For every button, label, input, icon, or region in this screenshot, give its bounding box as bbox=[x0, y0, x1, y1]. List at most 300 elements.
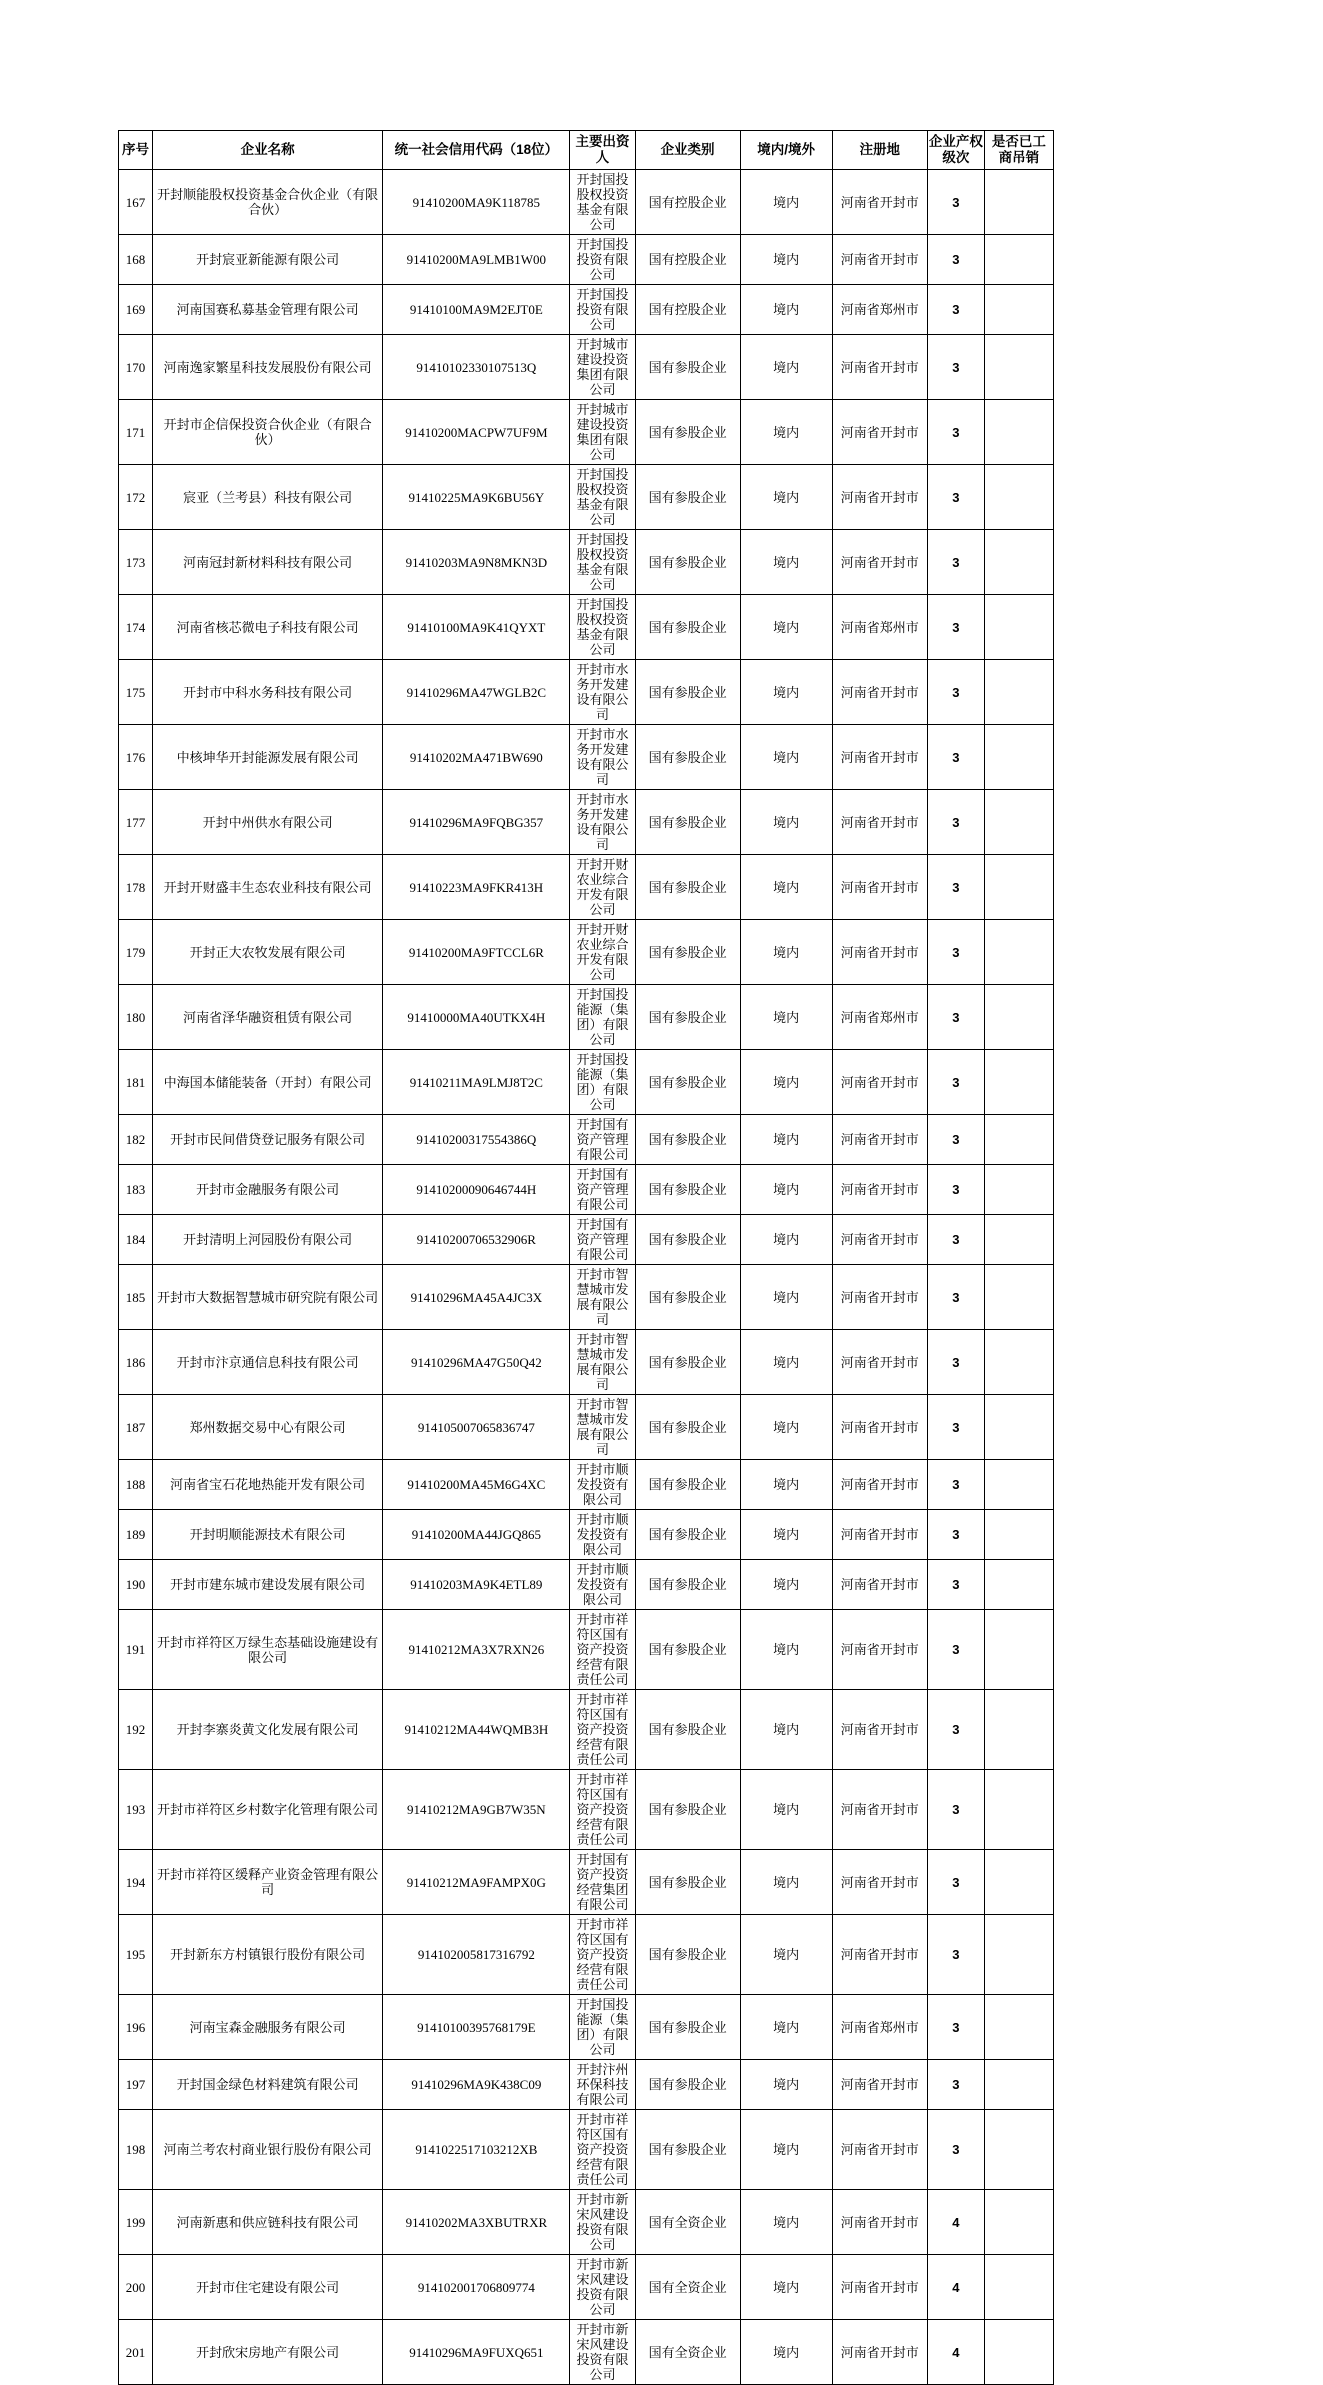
cell-serial: 188 bbox=[119, 1460, 153, 1510]
cell-domestic: 境内 bbox=[740, 2110, 832, 2190]
cell-revoked bbox=[984, 1770, 1053, 1850]
cell-serial: 173 bbox=[119, 530, 153, 595]
cell-serial: 190 bbox=[119, 1560, 153, 1610]
cell-investor: 开封国投能源（集团）有限公司 bbox=[570, 1995, 635, 2060]
cell-credit-code: 91410225MA9K6BU56Y bbox=[383, 465, 570, 530]
cell-company-name: 河南省核芯微电子科技有限公司 bbox=[153, 595, 383, 660]
cell-investor: 开封国投股权投资基金有限公司 bbox=[570, 170, 635, 235]
cell-serial: 176 bbox=[119, 725, 153, 790]
cell-category: 国有参股企业 bbox=[635, 1995, 740, 2060]
cell-level: 3 bbox=[927, 465, 984, 530]
cell-revoked bbox=[984, 1560, 1053, 1610]
cell-category: 国有参股企业 bbox=[635, 465, 740, 530]
cell-category: 国有参股企业 bbox=[635, 920, 740, 985]
cell-company-name: 开封市企信保投资合伙企业（有限合伙） bbox=[153, 400, 383, 465]
cell-level: 3 bbox=[927, 1510, 984, 1560]
cell-level: 4 bbox=[927, 2320, 984, 2385]
table-body bbox=[119, 170, 1054, 2385]
cell-serial: 178 bbox=[119, 855, 153, 920]
cell-serial: 180 bbox=[119, 985, 153, 1050]
cell-revoked bbox=[984, 1610, 1053, 1690]
cell-serial: 194 bbox=[119, 1850, 153, 1915]
cell-level: 3 bbox=[927, 855, 984, 920]
cell-category: 国有参股企业 bbox=[635, 790, 740, 855]
cell-level: 3 bbox=[927, 595, 984, 660]
cell-investor: 开封市智慧城市发展有限公司 bbox=[570, 1395, 635, 1460]
cell-investor: 开封国有资产投资经营集团有限公司 bbox=[570, 1850, 635, 1915]
cell-revoked bbox=[984, 1115, 1053, 1165]
cell-level: 3 bbox=[927, 335, 984, 400]
cell-serial: 198 bbox=[119, 2110, 153, 2190]
cell-level: 3 bbox=[927, 400, 984, 465]
cell-revoked bbox=[984, 855, 1053, 920]
cell-category: 国有参股企业 bbox=[635, 1330, 740, 1395]
cell-category: 国有参股企业 bbox=[635, 1050, 740, 1115]
cell-investor: 开封市智慧城市发展有限公司 bbox=[570, 1265, 635, 1330]
cell-investor: 开封市顺发投资有限公司 bbox=[570, 1560, 635, 1610]
table-row bbox=[119, 2060, 1054, 2110]
cell-location: 河南省开封市 bbox=[832, 660, 927, 725]
cell-serial: 191 bbox=[119, 1610, 153, 1690]
cell-investor: 开封汴州环保科技有限公司 bbox=[570, 2060, 635, 2110]
cell-revoked bbox=[984, 1215, 1053, 1265]
cell-revoked bbox=[984, 725, 1053, 790]
cell-company-name: 中核坤华开封能源发展有限公司 bbox=[153, 725, 383, 790]
cell-company-name: 开封市中科水务科技有限公司 bbox=[153, 660, 383, 725]
cell-location: 河南省开封市 bbox=[832, 790, 927, 855]
cell-credit-code: 91410100MA9M2EJT0E bbox=[383, 285, 570, 335]
cell-domestic: 境内 bbox=[740, 985, 832, 1050]
cell-location: 河南省开封市 bbox=[832, 1395, 927, 1460]
cell-level: 3 bbox=[927, 1770, 984, 1850]
cell-level: 3 bbox=[927, 920, 984, 985]
cell-company-name: 开封新东方村镇银行股份有限公司 bbox=[153, 1915, 383, 1995]
cell-investor: 开封市水务开发建设有限公司 bbox=[570, 790, 635, 855]
table-row bbox=[119, 1610, 1054, 1690]
cell-investor: 开封国投股权投资基金有限公司 bbox=[570, 595, 635, 660]
cell-serial: 181 bbox=[119, 1050, 153, 1115]
table-row bbox=[119, 465, 1054, 530]
cell-revoked bbox=[984, 1330, 1053, 1395]
table-row bbox=[119, 235, 1054, 285]
cell-company-name: 开封李寨炎黄文化发展有限公司 bbox=[153, 1690, 383, 1770]
cell-level: 3 bbox=[927, 530, 984, 595]
table-row bbox=[119, 1165, 1054, 1215]
cell-company-name: 开封市住宅建设有限公司 bbox=[153, 2255, 383, 2320]
table-row bbox=[119, 1215, 1054, 1265]
header-row bbox=[119, 131, 1054, 170]
cell-credit-code: 91410200MA45M6G4XC bbox=[383, 1460, 570, 1510]
cell-serial: 175 bbox=[119, 660, 153, 725]
cell-serial: 170 bbox=[119, 335, 153, 400]
cell-revoked bbox=[984, 465, 1053, 530]
cell-level: 3 bbox=[927, 1330, 984, 1395]
table-row bbox=[119, 855, 1054, 920]
cell-revoked bbox=[984, 2060, 1053, 2110]
cell-credit-code: 91410296MA9K438C09 bbox=[383, 2060, 570, 2110]
cell-investor: 开封市祥符区国有资产投资经营有限责任公司 bbox=[570, 1610, 635, 1690]
cell-investor: 开封市顺发投资有限公司 bbox=[570, 1460, 635, 1510]
cell-category: 国有参股企业 bbox=[635, 1460, 740, 1510]
table-row bbox=[119, 285, 1054, 335]
cell-credit-code: 91410211MA9LMJ8T2C bbox=[383, 1050, 570, 1115]
cell-location: 河南省开封市 bbox=[832, 725, 927, 790]
cell-category: 国有参股企业 bbox=[635, 660, 740, 725]
cell-location: 河南省开封市 bbox=[832, 1915, 927, 1995]
table-row bbox=[119, 790, 1054, 855]
table-row bbox=[119, 660, 1054, 725]
cell-company-name: 开封宸亚新能源有限公司 bbox=[153, 235, 383, 285]
cell-company-name: 开封明顺能源技术有限公司 bbox=[153, 1510, 383, 1560]
cell-location: 河南省郑州市 bbox=[832, 985, 927, 1050]
cell-location: 河南省郑州市 bbox=[832, 285, 927, 335]
table-row bbox=[119, 1050, 1054, 1115]
cell-serial: 192 bbox=[119, 1690, 153, 1770]
cell-level: 3 bbox=[927, 725, 984, 790]
cell-domestic: 境内 bbox=[740, 660, 832, 725]
cell-level: 4 bbox=[927, 2190, 984, 2255]
table-row bbox=[119, 1770, 1054, 1850]
cell-location: 河南省郑州市 bbox=[832, 1995, 927, 2060]
cell-domestic: 境内 bbox=[740, 920, 832, 985]
cell-company-name: 开封市祥符区乡村数字化管理有限公司 bbox=[153, 1770, 383, 1850]
cell-serial: 174 bbox=[119, 595, 153, 660]
cell-company-name: 开封清明上河园股份有限公司 bbox=[153, 1215, 383, 1265]
cell-credit-code: 91410212MA9GB7W35N bbox=[383, 1770, 570, 1850]
cell-serial: 195 bbox=[119, 1915, 153, 1995]
cell-serial: 172 bbox=[119, 465, 153, 530]
cell-serial: 182 bbox=[119, 1115, 153, 1165]
cell-revoked bbox=[984, 1165, 1053, 1215]
cell-level: 3 bbox=[927, 1560, 984, 1610]
cell-location: 河南省开封市 bbox=[832, 1050, 927, 1115]
cell-revoked bbox=[984, 2190, 1053, 2255]
table-row bbox=[119, 1460, 1054, 1510]
cell-company-name: 河南省宝石花地热能开发有限公司 bbox=[153, 1460, 383, 1510]
cell-location: 河南省开封市 bbox=[832, 2190, 927, 2255]
cell-category: 国有参股企业 bbox=[635, 855, 740, 920]
cell-location: 河南省开封市 bbox=[832, 920, 927, 985]
cell-revoked bbox=[984, 1050, 1053, 1115]
table-row bbox=[119, 1690, 1054, 1770]
cell-category: 国有参股企业 bbox=[635, 2060, 740, 2110]
cell-credit-code: 91410296MA47WGLB2C bbox=[383, 660, 570, 725]
cell-investor: 开封市祥符区国有资产投资经营有限责任公司 bbox=[570, 1770, 635, 1850]
cell-location: 河南省开封市 bbox=[832, 2255, 927, 2320]
cell-revoked bbox=[984, 1850, 1053, 1915]
cell-company-name: 河南逸家繁星科技发展股份有限公司 bbox=[153, 335, 383, 400]
header-location: 注册地 bbox=[832, 131, 927, 170]
cell-location: 河南省开封市 bbox=[832, 2060, 927, 2110]
cell-category: 国有参股企业 bbox=[635, 1265, 740, 1330]
cell-investor: 开封市祥符区国有资产投资经营有限责任公司 bbox=[570, 2110, 635, 2190]
cell-category: 国有参股企业 bbox=[635, 1770, 740, 1850]
cell-domestic: 境内 bbox=[740, 1610, 832, 1690]
cell-domestic: 境内 bbox=[740, 1915, 832, 1995]
cell-domestic: 境内 bbox=[740, 170, 832, 235]
header-category: 企业类别 bbox=[635, 131, 740, 170]
cell-serial: 171 bbox=[119, 400, 153, 465]
cell-credit-code: 91410296MA9FQBG357 bbox=[383, 790, 570, 855]
cell-revoked bbox=[984, 1460, 1053, 1510]
cell-company-name: 河南省泽华融资租赁有限公司 bbox=[153, 985, 383, 1050]
cell-level: 3 bbox=[927, 1690, 984, 1770]
cell-revoked bbox=[984, 1995, 1053, 2060]
cell-location: 河南省开封市 bbox=[832, 235, 927, 285]
table-row bbox=[119, 1850, 1054, 1915]
cell-company-name: 开封市建东城市建设发展有限公司 bbox=[153, 1560, 383, 1610]
cell-domestic: 境内 bbox=[740, 595, 832, 660]
cell-investor: 开封国投投资有限公司 bbox=[570, 285, 635, 335]
cell-credit-code: 91410200706532906R bbox=[383, 1215, 570, 1265]
cell-level: 3 bbox=[927, 985, 984, 1050]
cell-location: 河南省开封市 bbox=[832, 1850, 927, 1915]
cell-domestic: 境内 bbox=[740, 1510, 832, 1560]
cell-investor: 开封国有资产管理有限公司 bbox=[570, 1215, 635, 1265]
cell-company-name: 开封市祥符区缓释产业资金管理有限公司 bbox=[153, 1850, 383, 1915]
cell-location: 河南省开封市 bbox=[832, 2110, 927, 2190]
cell-credit-code: 91410200MA9LMB1W00 bbox=[383, 235, 570, 285]
cell-investor: 开封国投股权投资基金有限公司 bbox=[570, 465, 635, 530]
cell-location: 河南省开封市 bbox=[832, 400, 927, 465]
cell-location: 河南省开封市 bbox=[832, 1115, 927, 1165]
table-row bbox=[119, 335, 1054, 400]
cell-level: 3 bbox=[927, 2060, 984, 2110]
table-row bbox=[119, 400, 1054, 465]
table-row bbox=[119, 530, 1054, 595]
cell-domestic: 境内 bbox=[740, 285, 832, 335]
cell-category: 国有参股企业 bbox=[635, 725, 740, 790]
cell-investor: 开封市祥符区国有资产投资经营有限责任公司 bbox=[570, 1915, 635, 1995]
cell-category: 国有参股企业 bbox=[635, 1610, 740, 1690]
cell-domestic: 境内 bbox=[740, 1165, 832, 1215]
cell-company-name: 开封市汴京通信息科技有限公司 bbox=[153, 1330, 383, 1395]
cell-domestic: 境内 bbox=[740, 1770, 832, 1850]
cell-credit-code: 91410102330107513Q bbox=[383, 335, 570, 400]
cell-domestic: 境内 bbox=[740, 400, 832, 465]
cell-level: 3 bbox=[927, 1460, 984, 1510]
cell-serial: 187 bbox=[119, 1395, 153, 1460]
cell-level: 3 bbox=[927, 1215, 984, 1265]
cell-serial: 201 bbox=[119, 2320, 153, 2385]
cell-location: 河南省开封市 bbox=[832, 855, 927, 920]
cell-location: 河南省开封市 bbox=[832, 1510, 927, 1560]
enterprise-table bbox=[118, 130, 1054, 2385]
cell-credit-code: 91410223MA9FKR413H bbox=[383, 855, 570, 920]
cell-level: 3 bbox=[927, 1115, 984, 1165]
cell-serial: 179 bbox=[119, 920, 153, 985]
table-row bbox=[119, 1995, 1054, 2060]
cell-domestic: 境内 bbox=[740, 1850, 832, 1915]
cell-serial: 177 bbox=[119, 790, 153, 855]
header-company-name: 企业名称 bbox=[153, 131, 383, 170]
cell-location: 河南省开封市 bbox=[832, 1330, 927, 1395]
cell-investor: 开封城市建设投资集团有限公司 bbox=[570, 335, 635, 400]
cell-domestic: 境内 bbox=[740, 1330, 832, 1395]
cell-company-name: 开封市金融服务有限公司 bbox=[153, 1165, 383, 1215]
cell-company-name: 中海国本储能装备（开封）有限公司 bbox=[153, 1050, 383, 1115]
cell-level: 3 bbox=[927, 1995, 984, 2060]
cell-company-name: 开封中州供水有限公司 bbox=[153, 790, 383, 855]
cell-credit-code: 91410200090646744H bbox=[383, 1165, 570, 1215]
cell-revoked bbox=[984, 985, 1053, 1050]
cell-location: 河南省开封市 bbox=[832, 530, 927, 595]
cell-category: 国有参股企业 bbox=[635, 1115, 740, 1165]
cell-location: 河南省开封市 bbox=[832, 170, 927, 235]
table-row bbox=[119, 2110, 1054, 2190]
cell-investor: 开封国有资产管理有限公司 bbox=[570, 1165, 635, 1215]
cell-location: 河南省开封市 bbox=[832, 465, 927, 530]
header-revoked: 是否已工商吊销 bbox=[984, 131, 1053, 170]
cell-domestic: 境内 bbox=[740, 1690, 832, 1770]
cell-investor: 开封市新宋风建设投资有限公司 bbox=[570, 2320, 635, 2385]
cell-category: 国有全资企业 bbox=[635, 2190, 740, 2255]
cell-investor: 开封市新宋风建设投资有限公司 bbox=[570, 2190, 635, 2255]
cell-domestic: 境内 bbox=[740, 1460, 832, 1510]
cell-credit-code: 91410000MA40UTKX4H bbox=[383, 985, 570, 1050]
cell-domestic: 境内 bbox=[740, 465, 832, 530]
cell-domestic: 境内 bbox=[740, 2190, 832, 2255]
cell-company-name: 开封欣宋房地产有限公司 bbox=[153, 2320, 383, 2385]
cell-serial: 196 bbox=[119, 1995, 153, 2060]
cell-credit-code: 91410202MA3XBUTRXR bbox=[383, 2190, 570, 2255]
cell-revoked bbox=[984, 285, 1053, 335]
cell-serial: 186 bbox=[119, 1330, 153, 1395]
cell-level: 3 bbox=[927, 790, 984, 855]
header-serial: 序号 bbox=[119, 131, 153, 170]
cell-investor: 开封市顺发投资有限公司 bbox=[570, 1510, 635, 1560]
cell-credit-code: 91410200317554386Q bbox=[383, 1115, 570, 1165]
cell-revoked bbox=[984, 595, 1053, 660]
cell-investor: 开封市水务开发建设有限公司 bbox=[570, 725, 635, 790]
cell-domestic: 境内 bbox=[740, 1395, 832, 1460]
cell-revoked bbox=[984, 400, 1053, 465]
cell-investor: 开封国投能源（集团）有限公司 bbox=[570, 985, 635, 1050]
cell-company-name: 河南冠封新材料科技有限公司 bbox=[153, 530, 383, 595]
cell-domestic: 境内 bbox=[740, 530, 832, 595]
cell-revoked bbox=[984, 1265, 1053, 1330]
cell-company-name: 开封正大农牧发展有限公司 bbox=[153, 920, 383, 985]
cell-level: 3 bbox=[927, 170, 984, 235]
cell-revoked bbox=[984, 2320, 1053, 2385]
cell-category: 国有参股企业 bbox=[635, 1510, 740, 1560]
cell-location: 河南省开封市 bbox=[832, 1265, 927, 1330]
cell-company-name: 郑州数据交易中心有限公司 bbox=[153, 1395, 383, 1460]
cell-company-name: 河南兰考农村商业银行股份有限公司 bbox=[153, 2110, 383, 2190]
cell-investor: 开封市祥符区国有资产投资经营有限责任公司 bbox=[570, 1690, 635, 1770]
cell-credit-code: 91410100MA9K41QYXT bbox=[383, 595, 570, 660]
cell-domestic: 境内 bbox=[740, 1560, 832, 1610]
cell-serial: 193 bbox=[119, 1770, 153, 1850]
cell-domestic: 境内 bbox=[740, 790, 832, 855]
cell-level: 3 bbox=[927, 235, 984, 285]
cell-domestic: 境内 bbox=[740, 2320, 832, 2385]
cell-location: 河南省开封市 bbox=[832, 1610, 927, 1690]
cell-company-name: 开封开财盛丰生态农业科技有限公司 bbox=[153, 855, 383, 920]
cell-credit-code: 91410200MACPW7UF9M bbox=[383, 400, 570, 465]
cell-level: 3 bbox=[927, 2110, 984, 2190]
cell-serial: 199 bbox=[119, 2190, 153, 2255]
cell-category: 国有全资企业 bbox=[635, 2255, 740, 2320]
cell-location: 河南省开封市 bbox=[832, 1165, 927, 1215]
cell-category: 国有参股企业 bbox=[635, 530, 740, 595]
cell-revoked bbox=[984, 790, 1053, 855]
cell-revoked bbox=[984, 1690, 1053, 1770]
cell-company-name: 开封国金绿色材料建筑有限公司 bbox=[153, 2060, 383, 2110]
cell-level: 3 bbox=[927, 1395, 984, 1460]
cell-domestic: 境内 bbox=[740, 235, 832, 285]
cell-category: 国有全资企业 bbox=[635, 2320, 740, 2385]
cell-category: 国有控股企业 bbox=[635, 170, 740, 235]
cell-category: 国有参股企业 bbox=[635, 1915, 740, 1995]
cell-location: 河南省开封市 bbox=[832, 2320, 927, 2385]
cell-company-name: 开封顺能股权投资基金合伙企业（有限合伙） bbox=[153, 170, 383, 235]
cell-location: 河南省开封市 bbox=[832, 1770, 927, 1850]
cell-location: 河南省郑州市 bbox=[832, 595, 927, 660]
table-row bbox=[119, 1395, 1054, 1460]
cell-location: 河南省开封市 bbox=[832, 335, 927, 400]
cell-category: 国有参股企业 bbox=[635, 1560, 740, 1610]
cell-category: 国有参股企业 bbox=[635, 1215, 740, 1265]
cell-revoked bbox=[984, 920, 1053, 985]
cell-credit-code: 91410296MA47G50Q42 bbox=[383, 1330, 570, 1395]
cell-category: 国有参股企业 bbox=[635, 400, 740, 465]
table-row bbox=[119, 1510, 1054, 1560]
cell-credit-code: 91410212MA3X7RXN26 bbox=[383, 1610, 570, 1690]
cell-revoked bbox=[984, 1915, 1053, 1995]
cell-company-name: 开封市祥符区万绿生态基础设施建设有限公司 bbox=[153, 1610, 383, 1690]
cell-category: 国有参股企业 bbox=[635, 2110, 740, 2190]
cell-credit-code: 91410100395768179E bbox=[383, 1995, 570, 2060]
cell-level: 3 bbox=[927, 1265, 984, 1330]
header-investor: 主要出资人 bbox=[570, 131, 635, 170]
cell-investor: 开封国投能源（集团）有限公司 bbox=[570, 1050, 635, 1115]
header-credit-code: 统一社会信用代码（18位） bbox=[383, 131, 570, 170]
cell-company-name: 开封市大数据智慧城市研究院有限公司 bbox=[153, 1265, 383, 1330]
cell-credit-code: 91410296MA9FUXQ651 bbox=[383, 2320, 570, 2385]
table-row bbox=[119, 1265, 1054, 1330]
table-row bbox=[119, 170, 1054, 235]
cell-investor: 开封市新宋风建设投资有限公司 bbox=[570, 2255, 635, 2320]
cell-level: 3 bbox=[927, 660, 984, 725]
cell-investor: 开封国投股权投资基金有限公司 bbox=[570, 530, 635, 595]
cell-credit-code: 91410200MA9FTCCL6R bbox=[383, 920, 570, 985]
cell-revoked bbox=[984, 530, 1053, 595]
cell-company-name: 河南宝森金融服务有限公司 bbox=[153, 1995, 383, 2060]
cell-level: 4 bbox=[927, 2255, 984, 2320]
cell-investor: 开封国有资产管理有限公司 bbox=[570, 1115, 635, 1165]
cell-level: 3 bbox=[927, 1165, 984, 1215]
cell-revoked bbox=[984, 170, 1053, 235]
cell-investor: 开封开财农业综合开发有限公司 bbox=[570, 920, 635, 985]
cell-location: 河南省开封市 bbox=[832, 1215, 927, 1265]
cell-domestic: 境内 bbox=[740, 1215, 832, 1265]
cell-serial: 189 bbox=[119, 1510, 153, 1560]
cell-investor: 开封市水务开发建设有限公司 bbox=[570, 660, 635, 725]
table-row bbox=[119, 1115, 1054, 1165]
cell-serial: 167 bbox=[119, 170, 153, 235]
cell-investor: 开封国投投资有限公司 bbox=[570, 235, 635, 285]
cell-category: 国有参股企业 bbox=[635, 1165, 740, 1215]
cell-credit-code: 91410203MA9N8MKN3D bbox=[383, 530, 570, 595]
table-row bbox=[119, 920, 1054, 985]
cell-revoked bbox=[984, 235, 1053, 285]
table-row bbox=[119, 985, 1054, 1050]
table-row bbox=[119, 725, 1054, 790]
cell-domestic: 境内 bbox=[740, 1050, 832, 1115]
cell-revoked bbox=[984, 660, 1053, 725]
table-row bbox=[119, 1560, 1054, 1610]
